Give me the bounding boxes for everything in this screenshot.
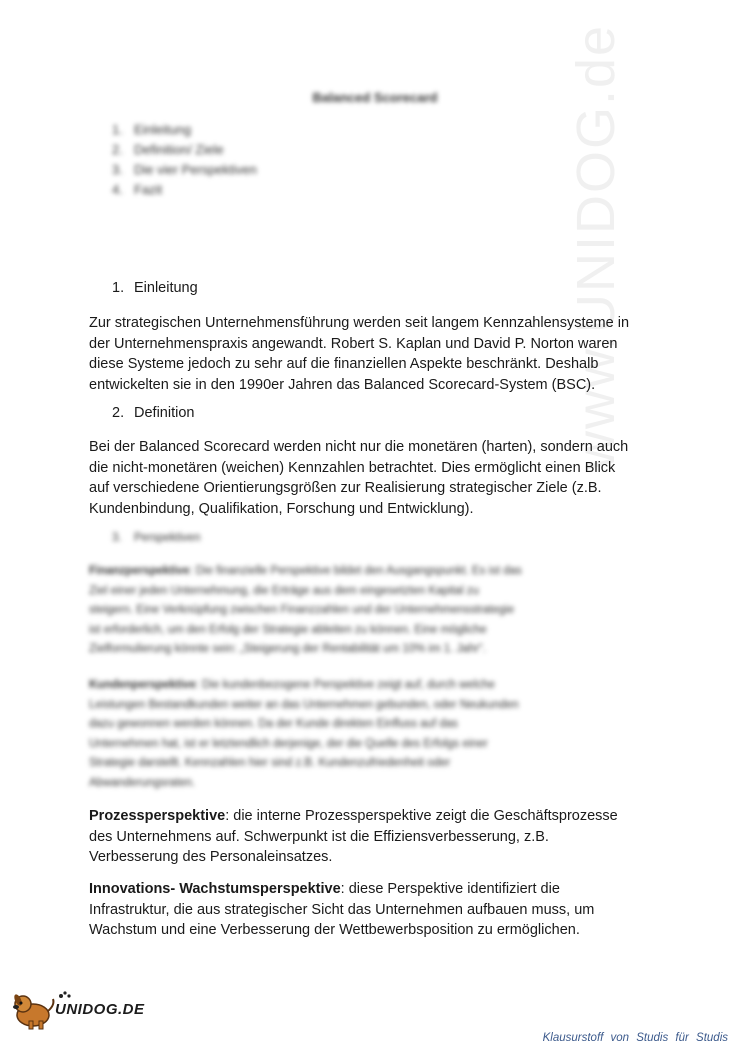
paragraph-finanzperspektive: Finanzperspektive: Die finanzielle Perspektive bildet den Ausgangspunkt. Es ist das Ziel einer jeden Unternehmung, die Erträge aus dem eingesetzten Kapital zu steigern. Eine Verknüpfung zwischen Finanzzahlen und der Unternehmensstrategie ist erforderlich, um den Erfolg der Strategie ableiten zu können. Eine mögliche Zielformulierung könnte sein: „Steigerung der Rentabilität um 10% im 1. Jahr“. xyxy=(89,565,522,655)
paragraph-innovationsperspektive: Innovations- Wachstumsperspektive: diese Perspektive identifiziert die Infrastruktur, die aus strategischer Sicht das Unternehmen aufbauen muss, um Wachstum und eine Verbesserung der Wettbewerbsposition zu ermöglichen. xyxy=(89,881,595,938)
toc-item: 2. Definition/ Ziele xyxy=(112,142,224,157)
paragraph-prozessperspektive: Prozessperspektive: die interne Prozessperspektive zeigt die Geschäftsprozesse des Unternehmens auf. Schwerpunkt ist die Effiziensverbesserung, z.B. Verbesserung des Personaleinsatzes. xyxy=(89,808,618,865)
paragraph-definition: Bei der Balanced Scorecard werden nicht nur die monetären (harten), sondern auch die nicht-monetären (weichen) Kennzahlen betrachtet. Dies ermöglicht einen Blick auf verschiedene Orientierungsgrößen zur Realisierung strategischer Ziele (z.B. Kundenbindung, Qualifikation, Forschung und Entwicklung). xyxy=(89,439,629,517)
section-heading-perspektiven: 3. Perspektiven xyxy=(112,532,201,544)
paragraph-kundenperspektive: Kundenperspektive: Die kundenbezogene Perspektive zeigt auf, durch welche Leistungen Bestandkunden weiter an das Unternehmen gebunden, oder Neukunden dazu gewonnen werden können. Da der Kunde direkten Einfluss auf das Unternehmen hat, ist er letztendlich derjenige, der die Quelle des Erfolgs einer Strategie darstellt. Kennzahlen hier sind z.B. Kundenzufriedenheit oder Abwanderungsraten. xyxy=(89,679,519,789)
footer-tagline: Klausurstoff von Studis für Studis xyxy=(542,1032,728,1044)
section-heading-einleitung: 1. Einleitung xyxy=(112,280,198,296)
section-heading-definition: 2. Definition xyxy=(112,405,195,421)
watermark: www.UNIDOG.de xyxy=(566,23,626,470)
logo-text: UNIDOG.DE xyxy=(55,1001,145,1018)
document-title: Balanced Scorecard xyxy=(312,90,438,105)
toc-item: 1. Einleitung xyxy=(112,122,192,137)
toc-item: 3. Die vier Perspektiven xyxy=(112,162,257,177)
table-of-contents xyxy=(112,120,257,200)
paragraph-einleitung: Zur strategischen Unternehmensführung werden seit langem Kennzahlensysteme in der Unternehmenspraxis angewandt. Robert S. Kaplan und David P. Norton waren diese Systeme jedoch zu sehr auf die finanziellen Aspekte beschränkt. Deshalb entwickelten sie in den 1990er Jahren das Balanced Scorecard-System (BSC). xyxy=(89,315,630,393)
toc-item: 4. Fazit xyxy=(112,182,163,197)
